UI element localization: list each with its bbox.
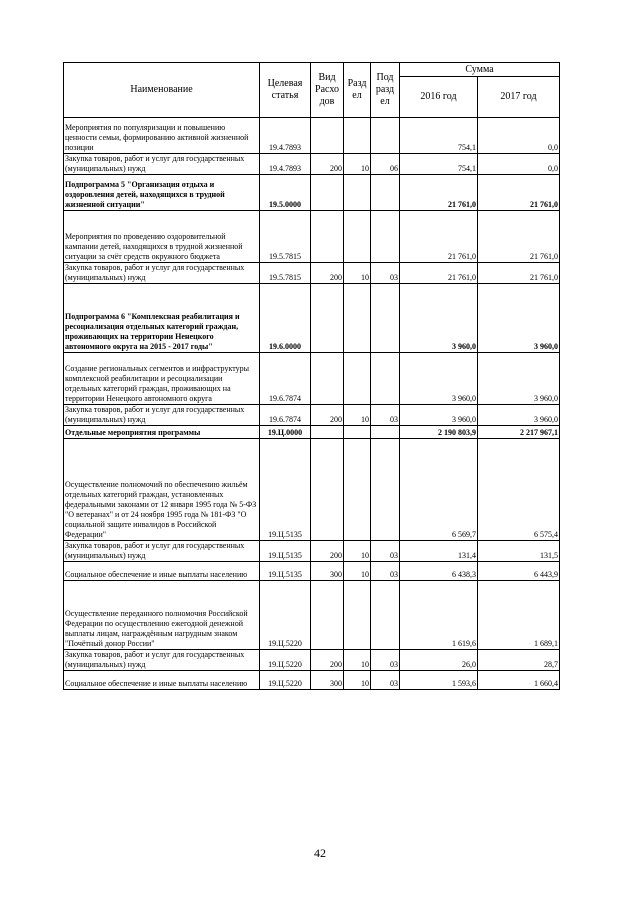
table-body: [64, 118, 560, 690]
header-podrazdel: Под разд ел: [371, 63, 400, 118]
row-name: Отдельные мероприятия программы: [64, 426, 260, 439]
row-code: 19.4.7893: [260, 154, 311, 175]
row-sum-2017: 131,5: [478, 541, 560, 562]
row-sum-2016: 21 761,0: [400, 263, 478, 284]
row-sum-2017: 21 761,0: [478, 175, 560, 211]
row-code: 19.6.7874: [260, 353, 311, 405]
row-sum-2016: 1 619,6: [400, 581, 478, 650]
row-code: 19.4.7893: [260, 118, 311, 154]
table-row: [64, 562, 560, 581]
row-code: 19.5.0000: [260, 175, 311, 211]
header-year-2017: 2017 год: [478, 77, 560, 118]
row-razdel: 10: [344, 650, 371, 671]
header-vid: Вид Расхо дов: [311, 63, 344, 118]
row-podrazdel: [371, 439, 400, 541]
row-vid: 200: [311, 154, 344, 175]
row-sum-2016: 754,1: [400, 118, 478, 154]
row-razdel: 10: [344, 671, 371, 690]
table-row: [64, 671, 560, 690]
row-vid: [311, 175, 344, 211]
row-podrazdel: 03: [371, 671, 400, 690]
row-code: 19.6.0000: [260, 284, 311, 353]
row-vid: [311, 439, 344, 541]
row-sum-2017: 21 761,0: [478, 211, 560, 263]
row-sum-2016: 6 569,7: [400, 439, 478, 541]
table-row: [64, 439, 560, 541]
row-name: Социальное обеспечение и иные выплаты населению: [64, 671, 260, 690]
row-podrazdel: [371, 211, 400, 263]
row-name: Закупка товаров, работ и услуг для государственных (муниципальных) нужд: [64, 263, 260, 284]
row-vid: 200: [311, 541, 344, 562]
row-sum-2017: 0,0: [478, 154, 560, 175]
table-row: [64, 263, 560, 284]
row-podrazdel: 03: [371, 650, 400, 671]
row-podrazdel: 03: [371, 263, 400, 284]
row-name: Подпрограмма 6 "Комплексная реабилитация и ресоциализация отдельных категорий граждан, проживающих на территории Ненецкого автономного округа на 2015 - 2017 годы": [64, 284, 260, 353]
row-sum-2017: 2 217 967,1: [478, 426, 560, 439]
row-vid: 200: [311, 650, 344, 671]
row-sum-2016: 6 438,3: [400, 562, 478, 581]
row-razdel: 10: [344, 263, 371, 284]
row-sum-2016: 26,0: [400, 650, 478, 671]
row-sum-2016: 3 960,0: [400, 353, 478, 405]
row-code: 19.Ц.5220: [260, 581, 311, 650]
row-sum-2016: 3 960,0: [400, 405, 478, 426]
row-code: 19.5.7815: [260, 263, 311, 284]
table-row: [64, 154, 560, 175]
row-vid: [311, 118, 344, 154]
row-name: Закупка товаров, работ и услуг для государственных (муниципальных) нужд: [64, 405, 260, 426]
row-name: Закупка товаров, работ и услуг для государственных (муниципальных) нужд: [64, 541, 260, 562]
table-row: [64, 211, 560, 263]
row-podrazdel: [371, 284, 400, 353]
row-podrazdel: 03: [371, 562, 400, 581]
table-row: [64, 426, 560, 439]
row-name: Осуществление полномочий по обеспечению жильём отдельных категорий граждан, установленных федеральными законами от 12 января 1995 года № 5-ФЗ "О ветеранах" и от 24 ноября 1995 года № 181-ФЗ "О социальной защите инвалидов в Российской Федерации": [64, 439, 260, 541]
row-name: Создание региональных сегментов и инфраструктуры комплексной реабилитации и ресоциализации отдельных категорий граждан, проживающих на территории Ненецкого автономного округа: [64, 353, 260, 405]
header-razdel: Разд ел: [344, 63, 371, 118]
row-sum-2016: 754,1: [400, 154, 478, 175]
row-vid: [311, 353, 344, 405]
row-code: 19.Ц.5135: [260, 562, 311, 581]
row-sum-2016: 131,4: [400, 541, 478, 562]
row-podrazdel: [371, 353, 400, 405]
row-code: 19.Ц.5135: [260, 439, 311, 541]
row-razdel: [344, 426, 371, 439]
row-sum-2016: 21 761,0: [400, 211, 478, 263]
row-code: 19.6.7874: [260, 405, 311, 426]
row-razdel: 10: [344, 541, 371, 562]
table-row: [64, 353, 560, 405]
row-razdel: [344, 353, 371, 405]
row-razdel: [344, 175, 371, 211]
row-vid: 300: [311, 562, 344, 581]
row-name: Закупка товаров, работ и услуг для государственных (муниципальных) нужд: [64, 650, 260, 671]
row-razdel: [344, 211, 371, 263]
row-sum-2017: 3 960,0: [478, 284, 560, 353]
row-sum-2017: 3 960,0: [478, 405, 560, 426]
row-razdel: [344, 118, 371, 154]
row-sum-2016: 1 593,6: [400, 671, 478, 690]
row-vid: 200: [311, 263, 344, 284]
table-row: [64, 284, 560, 353]
row-code: 19.Ц.5220: [260, 650, 311, 671]
row-name: Подпрограмма 5 "Организация отдыха и оздоровления детей, находящихся в трудной жизненной ситуации": [64, 175, 260, 211]
row-sum-2017: 6 443,9: [478, 562, 560, 581]
row-podrazdel: 03: [371, 541, 400, 562]
row-name: Мероприятия по проведению оздоровительной кампании детей, находящихся в трудной жизненной ситуации за счёт средств окружного бюджета: [64, 211, 260, 263]
row-sum-2017: 1 689,1: [478, 581, 560, 650]
table-header: [64, 63, 560, 118]
row-sum-2016: 3 960,0: [400, 284, 478, 353]
row-razdel: 10: [344, 562, 371, 581]
table-row: [64, 118, 560, 154]
header-target: Целевая статья: [260, 63, 311, 118]
row-sum-2017: 28,7: [478, 650, 560, 671]
row-name: Социальное обеспечение и иные выплаты населению: [64, 562, 260, 581]
row-razdel: [344, 439, 371, 541]
row-vid: [311, 211, 344, 263]
row-sum-2016: 2 190 803,9: [400, 426, 478, 439]
header-year-2016: 2016 год: [400, 77, 478, 118]
row-vid: [311, 426, 344, 439]
row-sum-2017: 0,0: [478, 118, 560, 154]
table-row: [64, 541, 560, 562]
row-sum-2017: 21 761,0: [478, 263, 560, 284]
row-name: Осуществление переданного полномочия Российской Федерации по осуществлению ежегодной денежной выплаты лицам, награждённым нагрудным знаком "Почётный донор России": [64, 581, 260, 650]
row-podrazdel: [371, 581, 400, 650]
table-row: [64, 175, 560, 211]
row-sum-2017: 6 575,4: [478, 439, 560, 541]
page-number: 42: [314, 846, 326, 860]
header-name: Наименование: [64, 63, 260, 118]
table-row: [64, 581, 560, 650]
row-podrazdel: [371, 426, 400, 439]
header-summa: Сумма: [400, 63, 560, 77]
row-name: Мероприятия по популяризации и повышению ценности семьи, формированию активной жизненной позиции: [64, 118, 260, 154]
row-code: 19.Ц.0000: [260, 426, 311, 439]
row-podrazdel: [371, 118, 400, 154]
row-vid: 300: [311, 671, 344, 690]
row-razdel: [344, 581, 371, 650]
row-podrazdel: 03: [371, 405, 400, 426]
row-razdel: 10: [344, 154, 371, 175]
row-sum-2017: 3 960,0: [478, 353, 560, 405]
row-razdel: [344, 284, 371, 353]
row-code: 19.Ц.5135: [260, 541, 311, 562]
row-code: 19.5.7815: [260, 211, 311, 263]
budget-table: [63, 62, 560, 690]
row-podrazdel: [371, 175, 400, 211]
row-razdel: 10: [344, 405, 371, 426]
table-row: [64, 650, 560, 671]
table-row: [64, 405, 560, 426]
row-vid: [311, 284, 344, 353]
row-vid: 200: [311, 405, 344, 426]
row-code: 19.Ц.5220: [260, 671, 311, 690]
row-vid: [311, 581, 344, 650]
row-name: Закупка товаров, работ и услуг для государственных (муниципальных) нужд: [64, 154, 260, 175]
row-sum-2017: 1 660,4: [478, 671, 560, 690]
row-sum-2016: 21 761,0: [400, 175, 478, 211]
row-podrazdel: 06: [371, 154, 400, 175]
